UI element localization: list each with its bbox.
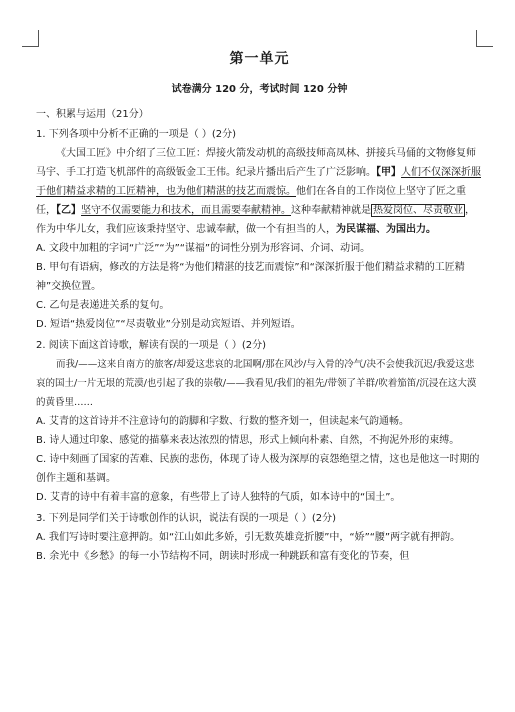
passage-bold-end: 为民谋福、为国出力。 <box>336 224 436 235</box>
question-2-stem: 2. 阅读下面这首诗歌，解读有误的一项是（ ）(2分) <box>36 340 267 351</box>
q3-option-a: A. 我们写诗时要注意押韵。如“江山如此多娇，引无数英雄竞折腰”中，“娇”“腰”两字就有押韵。 <box>36 532 461 543</box>
question-3-stem: 3. 下列是同学们关于诗歌创作的认识，说法有误的一项是（ ）(2分) <box>36 513 337 524</box>
passage-part-d: ，作为中华儿女，我们应该秉持坚守、忠诚奉献，做一个有担当的人， <box>36 205 475 235</box>
q1-option-d: D. 短语“热爱岗位”“尽责敬业”分别是动宾短语、并列短语。 <box>36 319 301 330</box>
q1-option-b: B. 甲句有语病，修改的方法是将“为他们精湛的技艺而震惊”和“深深折服于他们精益求精的工匠精神”交换位置。 <box>36 262 465 292</box>
passage-part-b: 他们在各自的工作岗位上坚守了匠之重任， <box>36 186 466 216</box>
q2-option-b: B. 诗人通过印象、感觉的描摹来表达浓烈的情思，形式上倾向朴素、自然，不拘泥外形的束缚。 <box>36 435 460 446</box>
passage-underline-a: 人们不仅深深折服于他们精益求精的工匠精神，也为他们精湛的技艺而震惊。 <box>36 167 481 197</box>
q3-option-b: B. 余光中《乡愁》的每一小节结构不同，朗读时形成一种跳跃和富有变化的节奏，但 <box>36 551 410 562</box>
exam-info: 试卷满分 120 分，考试时间 120 分钟 <box>171 84 348 95</box>
q2-option-d: D. 艾青的诗中有着丰富的意象，有些带上了诗人独特的气质，如本诗中的“国土”。 <box>36 492 401 503</box>
passage-part-a: 《大国工匠》中介绍了三位工匠：焊接火箭发动机的高级技师高凤林、拼接兵马俑的文物修复师马宇、手工打造飞机部件的高级钣金工王伟。纪录片播出后产生了广泛影响。 <box>36 148 476 178</box>
question-1-passage <box>36 144 483 239</box>
passage-boxed-phrase: 热爱岗位、尽责敬业 <box>373 205 463 216</box>
q1-option-c: C. 乙句是表递进关系的复句。 <box>36 300 170 311</box>
question-2-poem: 而我/——这来自南方的旅客/却爱这悲哀的北国啊/那在风沙/与入骨的冷气/决不会使我沉迟/我爱这悲哀的国土/一片无垠的荒漠/也引起了我的崇敬/——我看见/我们的祖先/带领了羊群/吹着笳笛/沉浸在这大漠的黄昏里…… <box>36 359 477 408</box>
passage-mark-a: 【甲】 <box>376 167 401 178</box>
section-heading: 一、积累与运用（21分） <box>36 109 149 120</box>
question-1-stem: 1. 下列各项中分析不正确的一项是（ ）(2分) <box>36 129 237 140</box>
passage-part-c: 这种奉献精神就是 <box>291 205 371 216</box>
q1-option-a: A. 文段中加粗的字词“广泛”“为”“谋福”的词性分别为形容词、介词、动词。 <box>36 243 371 254</box>
passage-underline-b: 坚守不仅需要能力和技术，而且需要奉献精神。 <box>81 205 291 216</box>
page-title: 第一单元 <box>229 51 290 67</box>
q2-option-c: C. 诗中刻画了国家的苦难、民族的悲伤，体现了诗人极为深厚的哀怨绝望之情，这也是他这一时期的创作主题和基调。 <box>36 454 480 484</box>
q2-option-a: A. 艾青的这首诗并不注意诗句的韵脚和字数、行数的整齐划一，但读起来气韵通畅。 <box>36 416 410 427</box>
exam-page <box>36 42 483 566</box>
passage-mark-b: 【乙】 <box>56 205 81 216</box>
